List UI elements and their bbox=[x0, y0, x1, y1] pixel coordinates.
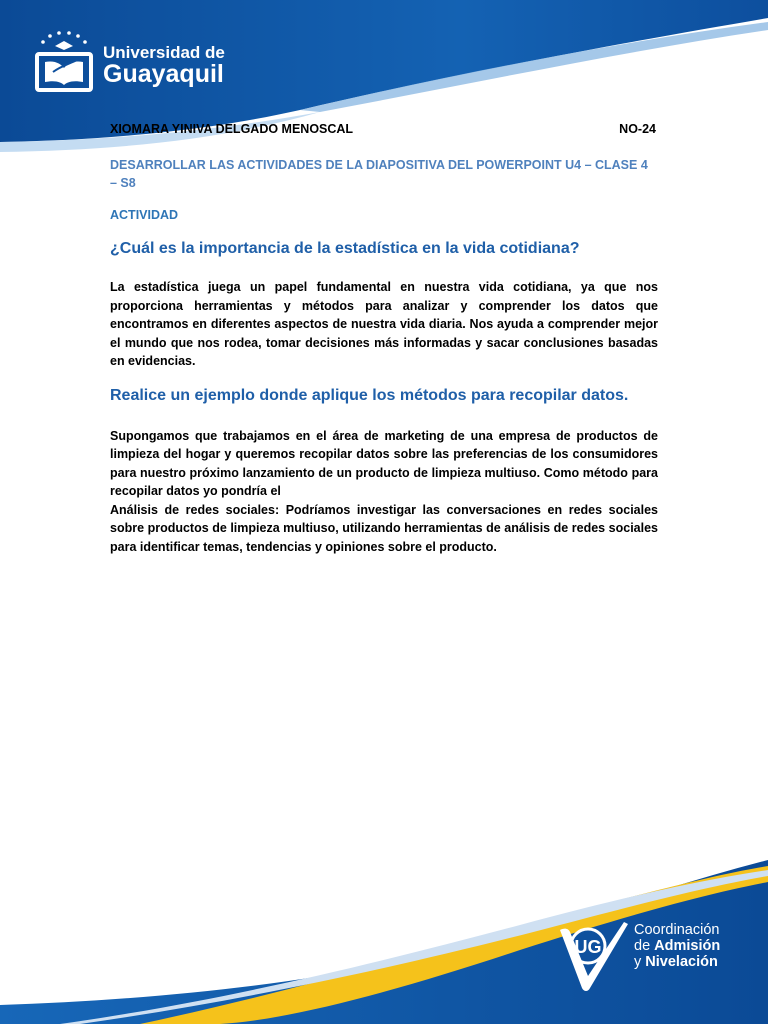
coordination-line3-prefix: y bbox=[634, 954, 642, 970]
university-logo bbox=[33, 30, 223, 100]
coordination-line3 bbox=[634, 954, 720, 970]
answer-1: La estadística juega un papel fundamental en nuestra vida cotidiana, ya que nos proporciona herramientas y métodos para analizar y comprender los datos que encontramos en diferentes aspectos de nuestra vida diaria. Nos ayuda a comprender mejor el mundo que nos rodea, tomar decisiones más informadas y sacar conclusiones basadas en evidencias. bbox=[110, 280, 658, 368]
university-name-line1: Universidad de bbox=[103, 43, 225, 62]
coordination-line2-prefix: de bbox=[634, 938, 651, 954]
coordination-logo bbox=[554, 916, 754, 996]
answer-2 bbox=[110, 427, 658, 557]
answer-2-part2: Análisis de redes sociales: Podríamos investigar las conversaciones en redes sociales sobre productos de limpieza multiuso, utilizando herramientas de análisis de redes sociales para identificar temas, tendencias y opiniones sobre el producto. bbox=[110, 502, 658, 554]
coordination-line2-bold: Admisión bbox=[654, 938, 721, 954]
student-name: XIOMARA YINIVA DELGADO MENOSCAL bbox=[110, 122, 354, 136]
university-crest-icon bbox=[33, 30, 99, 94]
activity-label: ACTIVIDAD bbox=[110, 208, 179, 222]
logo-initials: UG bbox=[574, 937, 602, 957]
student-number: NO-24 bbox=[619, 122, 656, 136]
coordination-text bbox=[634, 922, 720, 970]
answer-2-part1: Supongamos que trabajamos en el área de marketing de una empresa de productos de limpieza del hogar y queremos recopilar datos sobre las preferencias de los consumidores para nuestro próximo lanzamiento de un producto de limpieza multiuso. Como método para recopilar datos yo pondría el bbox=[110, 428, 658, 498]
question-1: ¿Cuál es la importancia de la estadística en la vida cotidiana? bbox=[110, 240, 580, 257]
coordination-line1: Coordinación bbox=[634, 922, 720, 938]
coordination-line2 bbox=[634, 938, 720, 954]
university-name-line2: Guayaquil bbox=[103, 60, 224, 88]
question-2: Realice un ejemplo donde aplique los métodos para recopilar datos. bbox=[110, 386, 629, 404]
document-body bbox=[110, 118, 658, 556]
assignment-subtitle: DESARROLLAR LAS ACTIVIDADES DE LA DIAPOSITIVA DEL POWERPOINT U4 – CLASE 4 – S8 bbox=[110, 158, 648, 190]
student-header-row bbox=[110, 122, 658, 136]
coordination-line3-bold: Nivelación bbox=[645, 954, 718, 970]
ug-checkmark-icon bbox=[554, 916, 634, 996]
